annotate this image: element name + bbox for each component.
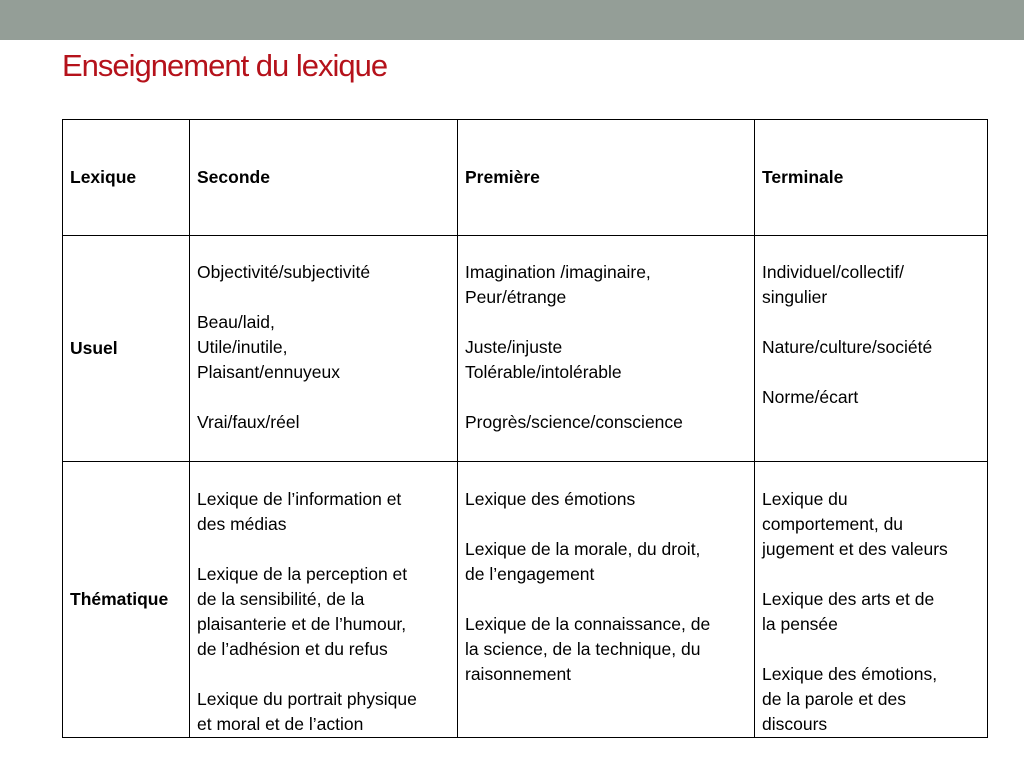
cell-paragraph: Objectivité/subjectivité xyxy=(197,262,371,282)
cell-paragraph: Juste/injuste Tolérable/intolérable xyxy=(465,337,622,382)
cell-usuel-terminale xyxy=(755,236,988,462)
cell-paragraph: Lexique de la connaissance, de la science, de la technique, du raisonnement xyxy=(465,614,711,684)
row-label-usuel: Usuel xyxy=(63,236,190,462)
header-premiere: Première xyxy=(458,120,755,236)
cell-paragraph: Lexique des arts et de la pensée xyxy=(762,589,935,634)
cell-thematique-premiere xyxy=(458,462,755,738)
cell-paragraph: Beau/laid, Utile/inutile, Plaisant/ennuyeux xyxy=(197,312,341,382)
cell-paragraph: Progrès/science/conscience xyxy=(465,412,683,432)
slide-title: Enseignement du lexique xyxy=(62,48,388,83)
cell-paragraph: Lexique du portrait physique et moral et de l’action xyxy=(197,689,417,734)
table-header-row xyxy=(63,120,988,236)
row-label-thematique: Thématique xyxy=(63,462,190,738)
cell-paragraph: Lexique du comportement, du jugement et des valeurs xyxy=(762,489,948,559)
cell-paragraph: Lexique des émotions xyxy=(465,489,636,509)
cell-paragraph: Lexique de la perception et de la sensibilité, de la plaisanterie et de l’humour, de l’adhésion et du refus xyxy=(197,564,408,659)
header-terminale: Terminale xyxy=(755,120,988,236)
cell-paragraph: Nature/culture/société xyxy=(762,337,933,357)
header-lexique: Lexique xyxy=(63,120,190,236)
cell-paragraph: Norme/écart xyxy=(762,387,859,407)
table-row xyxy=(63,462,988,738)
cell-paragraph: Imagination /imaginaire, Peur/étrange xyxy=(465,262,651,307)
cell-paragraph: Lexique de l’information et des médias xyxy=(197,489,402,534)
table-row xyxy=(63,236,988,462)
cell-thematique-seconde xyxy=(190,462,458,738)
cell-usuel-seconde xyxy=(190,236,458,462)
cell-thematique-terminale xyxy=(755,462,988,738)
cell-paragraph: Lexique de la morale, du droit, de l’engagement xyxy=(465,539,701,584)
header-seconde: Seconde xyxy=(190,120,458,236)
cell-usuel-premiere xyxy=(458,236,755,462)
cell-paragraph: Vrai/faux/réel xyxy=(197,412,300,432)
lexique-table xyxy=(62,119,988,738)
top-banner xyxy=(0,0,1024,40)
cell-paragraph: Individuel/collectif/ singulier xyxy=(762,262,905,307)
cell-paragraph: Lexique des émotions, de la parole et des discours xyxy=(762,664,938,734)
